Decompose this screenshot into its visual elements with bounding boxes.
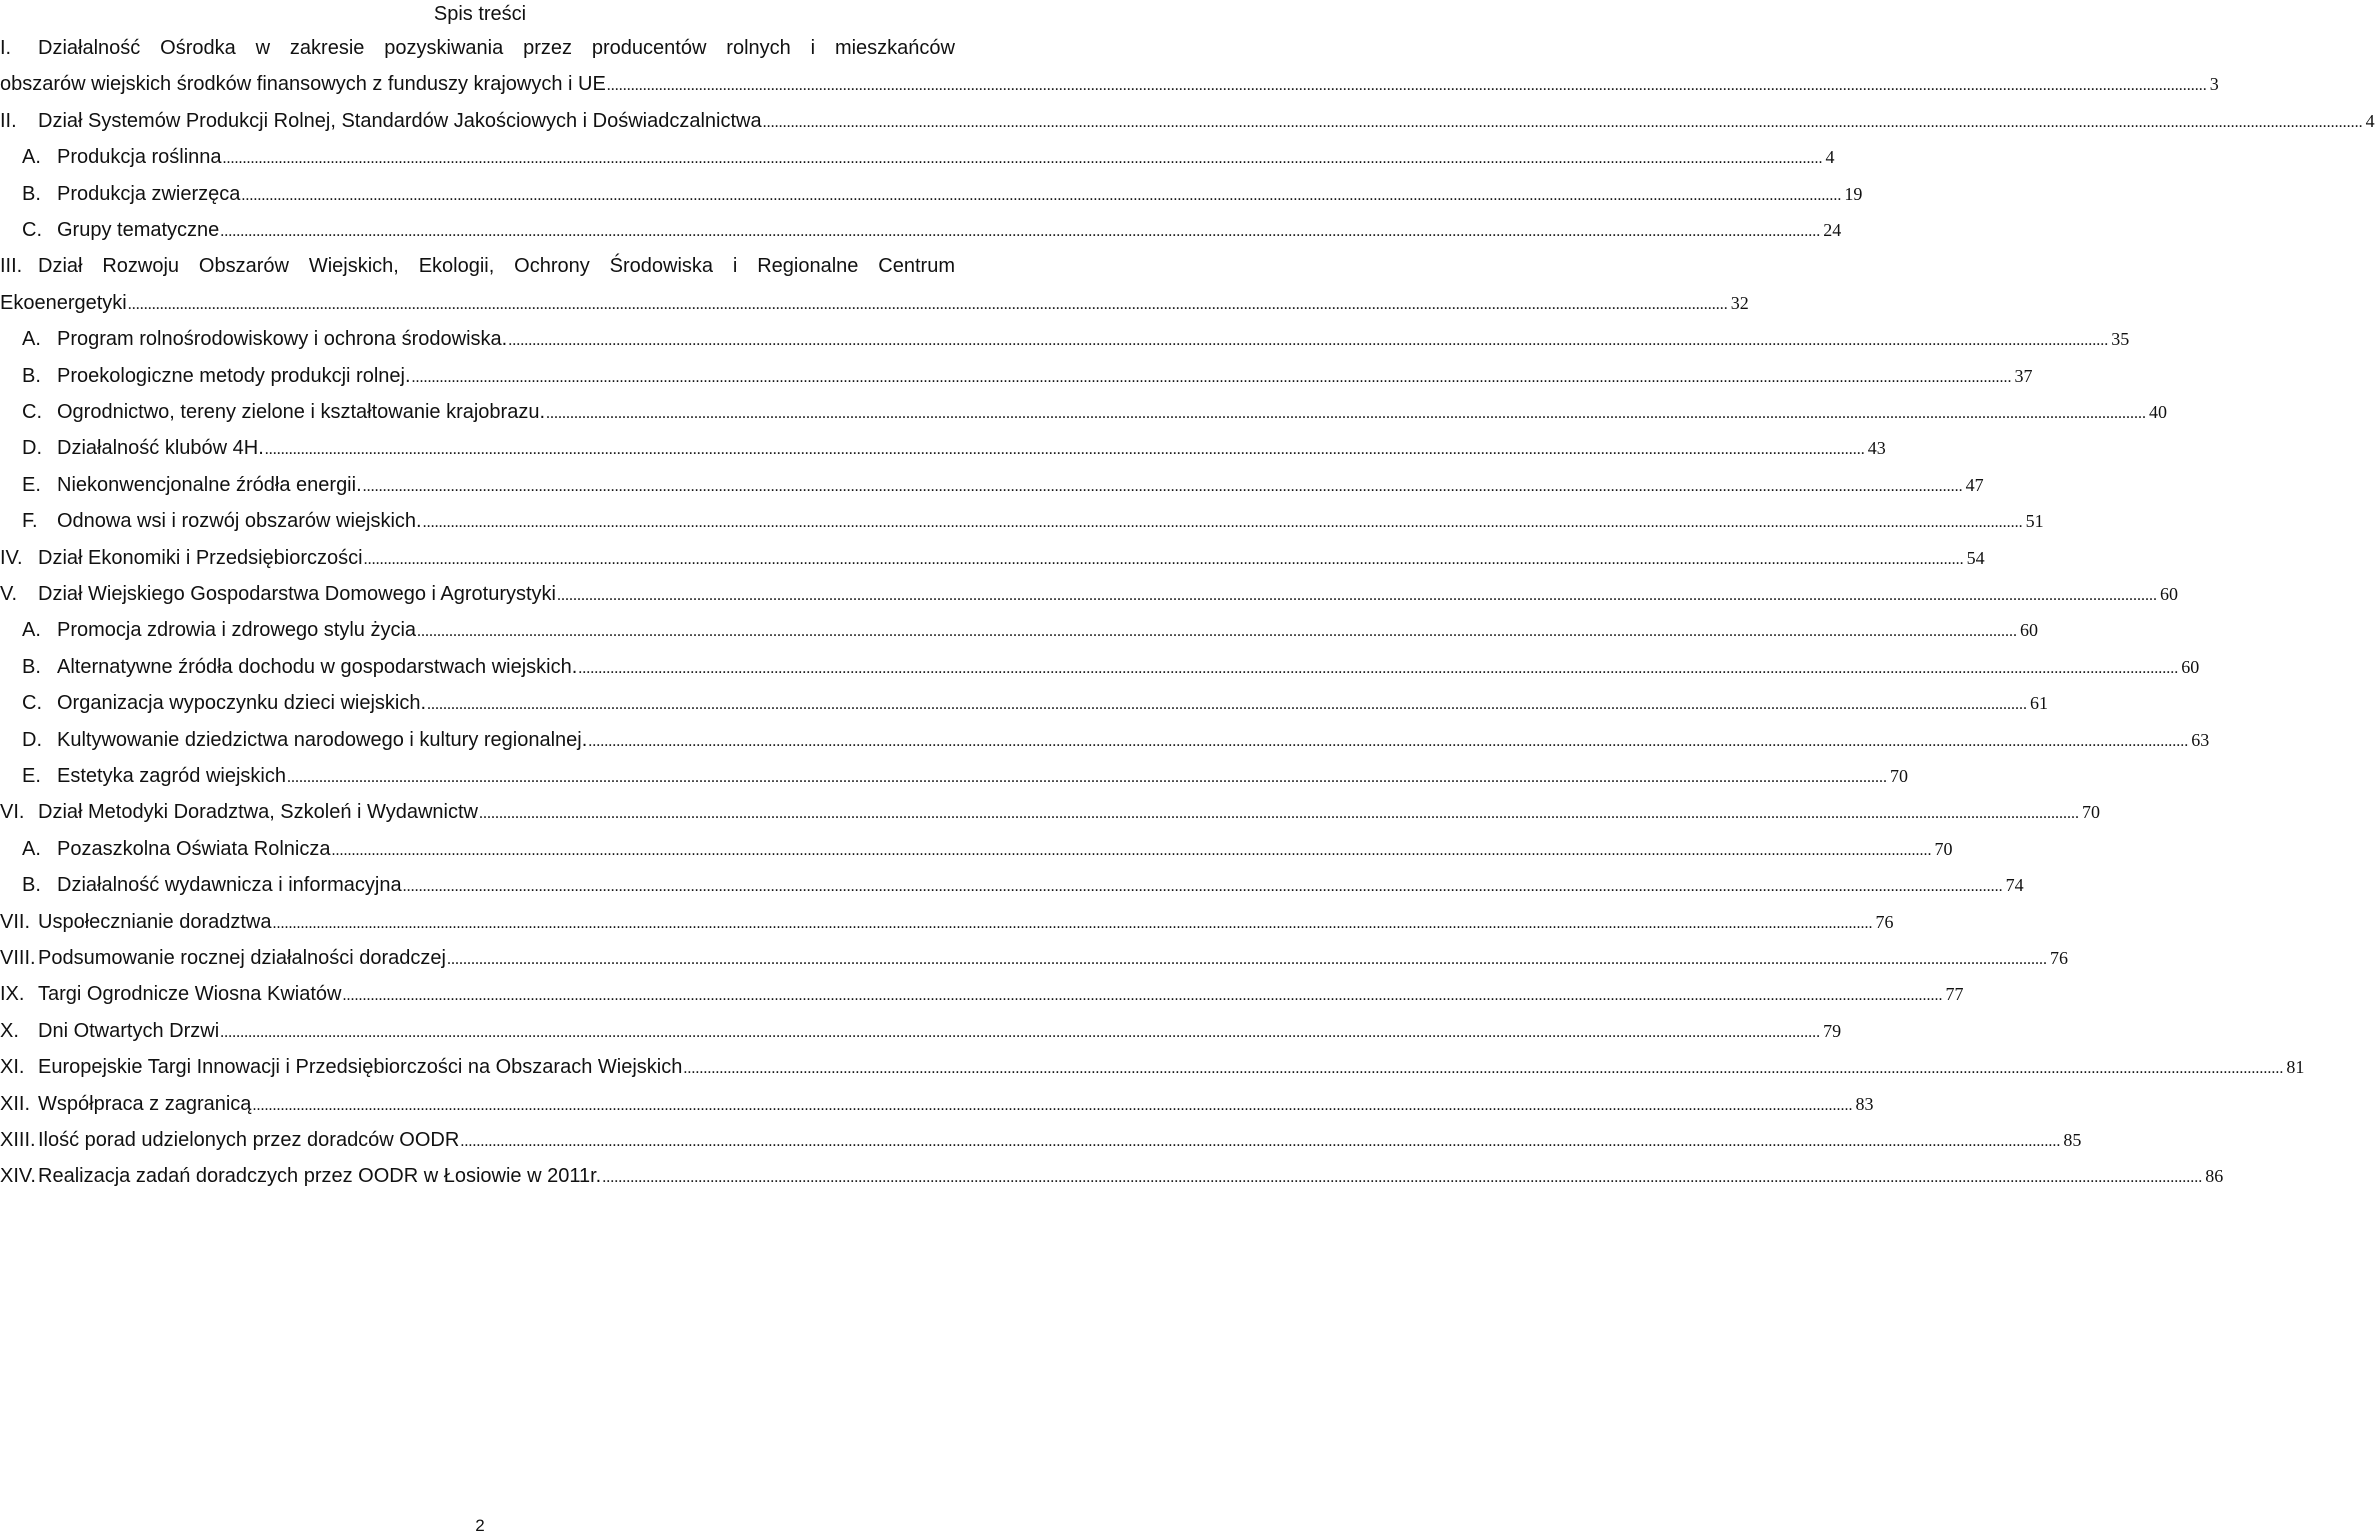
toc-entry[interactable]: [0, 976, 1964, 1012]
page-number: 2: [475, 1516, 485, 1535]
toc-entry-number: A.: [22, 328, 41, 351]
toc-entry-title: Działalność Ośrodka w zakresie pozyskiwania przez producentów rolnych i mieszkańców: [38, 37, 955, 59]
toc-entry-page: 19: [1844, 183, 1863, 204]
toc-entry-page: 60: [2020, 620, 2039, 641]
toc-entry[interactable]: [0, 503, 2044, 539]
toc-entry-page: 43: [1867, 438, 1886, 459]
toc-leader-dots: ................................................................................................................................................................................................................................................................................................................................................................................................................: [342, 987, 1943, 1005]
toc-entry[interactable]: [0, 321, 2130, 357]
toc-entry-page: 77: [1945, 984, 1964, 1005]
toc-entry-line[interactable]: [0, 30, 955, 66]
toc-entry-title: Podsumowanie rocznej działalności doradczej: [38, 947, 446, 969]
toc-entry-number: A.: [22, 837, 41, 860]
toc-entry-line[interactable]: [0, 66, 2219, 102]
toc-entry[interactable]: [0, 1086, 1874, 1122]
toc-entry-page: 85: [2063, 1130, 2082, 1150]
toc-entry[interactable]: [0, 430, 1886, 466]
toc-entry-title: Odnowa wsi i rozwój obszarów wiejskich.: [57, 510, 422, 533]
toc-entry-number: I.: [0, 37, 12, 59]
toc-entry[interactable]: [0, 540, 1985, 576]
toc-entry-page: 74: [2005, 875, 2024, 896]
toc-entry[interactable]: [0, 212, 1842, 248]
toc-leader-dots: ................................................................................................................................................................................................................................................................................................................................................................................................................: [363, 550, 1964, 568]
toc-entry[interactable]: [0, 758, 1908, 794]
toc-entry-page: 63: [2191, 729, 2210, 750]
toc-entry[interactable]: [0, 1049, 2305, 1085]
toc-entry-page: 61: [2030, 693, 2049, 714]
toc-leader-dots: ................................................................................................................................................................................................................................................................................................................................................................................................................: [546, 405, 2147, 422]
toc-leader-dots: ................................................................................................................................................................................................................................................................................................................................................................................................................: [578, 659, 2179, 677]
toc-entry-number: C.: [22, 692, 42, 715]
toc-entry-number: XIII.: [0, 1129, 36, 1151]
toc-leader-dots: ................................................................................................................................................................................................................................................................................................................................................................................................................: [447, 951, 2047, 968]
toc-entry-number: V.: [0, 583, 18, 605]
toc-entry[interactable]: [0, 1122, 2082, 1158]
toc-entry-line[interactable]: [0, 248, 955, 284]
toc-entry-title: Dział Metodyki Doradztwa, Szkoleń i Wydawnictw: [38, 801, 478, 824]
toc-entry-page: 40: [2149, 402, 2168, 422]
toc-entry-page: 70: [2081, 802, 2100, 823]
toc-entry-number: XII.: [0, 1092, 31, 1115]
toc-entry-title: Promocja zdrowia i zdrowego stylu życia: [57, 619, 417, 642]
toc-leader-dots: ................................................................................................................................................................................................................................................................................................................................................................................................................: [252, 1096, 1853, 1114]
toc-entry-page: 3: [2209, 74, 2219, 95]
toc-entry-title: Kultywowanie dziedzictwa narodowego i kultury regionalnej.: [57, 728, 588, 751]
toc-entry-number: D.: [22, 728, 42, 751]
toc-entry[interactable]: [0, 794, 2100, 830]
toc-entry-title: Realizacja zadań doradczych przez OODR w Łosiowie w 2011r.: [38, 1165, 602, 1188]
toc-entry-title: Produkcja roślinna: [57, 146, 222, 169]
toc-entry-page: 24: [1823, 220, 1842, 240]
toc-leader-dots: ................................................................................................................................................................................................................................................................................................................................................................................................................: [286, 769, 1887, 786]
toc-entry-title-continued: obszarów wiejskich środków finansowych z funduszy krajowych i UE: [0, 73, 606, 96]
toc-leader-dots: ................................................................................................................................................................................................................................................................................................................................................................................................................: [683, 1060, 2284, 1078]
toc-entry[interactable]: [0, 940, 2068, 976]
toc-entry-page: 47: [1965, 474, 1984, 495]
toc-entry-number: A.: [22, 146, 41, 169]
toc-entry[interactable]: [0, 1013, 1842, 1049]
toc-entry-page: 4: [1825, 147, 1835, 168]
toc-entry-number: D.: [22, 437, 42, 460]
toc-entry-number: E.: [22, 765, 41, 787]
toc-entry[interactable]: [0, 358, 2033, 394]
toc-entry-title: Dział Ekonomiki i Przedsiębiorczości: [38, 546, 363, 569]
toc-entry-number: B.: [22, 874, 41, 897]
toc-entry-number: X.: [0, 1019, 19, 1042]
toc-entry-title: Pozaszkolna Oświata Rolnicza: [57, 837, 331, 860]
toc-entry-number: E.: [22, 473, 41, 496]
toc-entry-title: Dni Otwartych Drzwi: [38, 1019, 220, 1042]
toc-entry-number: XI.: [0, 1056, 25, 1079]
toc-entry[interactable]: [0, 576, 2178, 612]
toc-entry-number: VI.: [0, 801, 25, 824]
toc-entry-title: Uspołecznianie doradztwa: [38, 910, 272, 933]
toc-entry[interactable]: [0, 685, 2049, 721]
toc-entry-page: 79: [1823, 1020, 1842, 1041]
toc-entry-number: III.: [0, 255, 23, 278]
toc-entry-title: Program rolnośrodowiskowy i ochrona środowiska.: [57, 328, 508, 351]
toc-entry-title: Organizacja wypoczynku dzieci wiejskich.: [57, 692, 427, 715]
toc-entry-title: Współpraca z zagranicą: [38, 1092, 252, 1115]
toc-entry-title: Niekonwencjonalne źródła energii.: [57, 473, 362, 496]
toc-leader-dots: ................................................................................................................................................................................................................................................................................................................................................................................................................: [220, 1023, 1821, 1041]
toc-entry-page: 51: [2025, 511, 2044, 532]
toc-entry-page: 86: [2205, 1166, 2224, 1187]
toc-entry-number: A.: [22, 619, 41, 642]
toc-leader-dots: ................................................................................................................................................................................................................................................................................................................................................................................................................: [556, 587, 2157, 604]
toc-leader-dots: ................................................................................................................................................................................................................................................................................................................................................................................................................: [508, 332, 2109, 350]
toc-entry-number: B.: [22, 655, 41, 678]
toc-entry-page: 32: [1730, 292, 1749, 313]
toc-leader-dots: ................................................................................................................................................................................................................................................................................................................................................................................................................: [602, 1169, 2203, 1187]
toc-entry-page: 81: [2286, 1057, 2305, 1078]
toc-leader-dots: ................................................................................................................................................................................................................................................................................................................................................................................................................: [220, 223, 1821, 240]
toc-entry[interactable]: [0, 722, 2210, 758]
toc-entry-title: Estetyka zagród wiejskich: [57, 765, 286, 787]
toc-leader-dots: ................................................................................................................................................................................................................................................................................................................................................................................................................: [411, 368, 2012, 386]
toc-entry-number: IX.: [0, 983, 25, 1006]
toc-entry-line[interactable]: [0, 285, 1749, 321]
toc-entry-page: 83: [1855, 1093, 1874, 1114]
toc-entry-page: 4: [2365, 110, 2375, 131]
toc-entry[interactable]: [0, 831, 1953, 867]
toc-leader-dots: ................................................................................................................................................................................................................................................................................................................................................................................................................: [588, 732, 2189, 750]
toc-entry[interactable]: [0, 103, 2375, 139]
toc-entry-title: Działalność wydawnicza i informacyjna: [57, 874, 402, 897]
toc-entry-title: Proekologiczne metody produkcji rolnej.: [57, 364, 411, 387]
toc-entry-number: B.: [22, 364, 41, 387]
toc-entry[interactable]: [0, 467, 1984, 503]
toc-leader-dots: ................................................................................................................................................................................................................................................................................................................................................................................................................: [762, 113, 2363, 131]
toc-entry-page: 60: [2159, 584, 2178, 604]
toc-entry-title: Produkcja zwierzęca: [57, 182, 241, 205]
toc-entry-title: Europejskie Targi Innowacji i Przedsiębiorczości na Obszarach Wiejskich: [38, 1056, 683, 1079]
toc-leader-dots: ................................................................................................................................................................................................................................................................................................................................................................................................................: [264, 441, 1865, 459]
toc-entry-page: 70: [1934, 838, 1953, 859]
toc-entry-title: Alternatywne źródła dochodu w gospodarstwach wiejskich.: [57, 655, 578, 678]
toc-entry-number: IV.: [0, 546, 23, 569]
toc-leader-dots: ................................................................................................................................................................................................................................................................................................................................................................................................................: [241, 186, 1842, 204]
toc-entry-title: Dział Systemów Produkcji Rolnej, Standardów Jakościowych i Doświadczalnictwa: [38, 109, 762, 132]
toc-entry-title: Targi Ogrodnicze Wiosna Kwiatów: [38, 983, 342, 1006]
toc-leader-dots: ................................................................................................................................................................................................................................................................................................................................................................................................................: [417, 623, 2018, 641]
page-title: Spis treści: [433, 3, 527, 25]
toc-entry-number: F.: [22, 510, 38, 533]
toc-entry[interactable]: [0, 904, 1894, 940]
toc-leader-dots: ................................................................................................................................................................................................................................................................................................................................................................................................................: [606, 77, 2207, 95]
toc-entry[interactable]: [0, 139, 1835, 175]
toc-entry[interactable]: [0, 867, 2024, 903]
toc-entry-page: 37: [2014, 365, 2033, 386]
toc-leader-dots: ................................................................................................................................................................................................................................................................................................................................................................................................................: [362, 477, 1963, 495]
toc-entry[interactable]: [0, 1158, 2224, 1194]
toc-leader-dots: ................................................................................................................................................................................................................................................................................................................................................................................................................: [272, 914, 1873, 932]
toc-leader-dots: ................................................................................................................................................................................................................................................................................................................................................................................................................: [222, 150, 1823, 168]
toc-entry-page: 60: [2181, 656, 2200, 677]
toc-entry-number: C.: [22, 219, 42, 241]
toc-entry-title: Grupy tematyczne: [57, 219, 220, 241]
toc-entry-title: Ilość porad udzielonych przez doradców OODR: [38, 1129, 460, 1151]
toc-entry-number: II.: [0, 109, 17, 132]
toc-entry-number: VII.: [0, 910, 31, 933]
toc-entry-title: Działalność klubów 4H.: [57, 437, 264, 460]
toc-entry[interactable]: [0, 649, 2200, 685]
toc-entry-page: 54: [1966, 547, 1985, 568]
toc-entry-number: B.: [22, 182, 41, 205]
toc-entry-page: 35: [2111, 329, 2130, 350]
toc-entry-page: 76: [2050, 948, 2068, 968]
toc-leader-dots: ................................................................................................................................................................................................................................................................................................................................................................................................................: [427, 696, 2028, 714]
toc-leader-dots: ................................................................................................................................................................................................................................................................................................................................................................................................................: [402, 878, 2003, 896]
toc-leader-dots: ................................................................................................................................................................................................................................................................................................................................................................................................................: [331, 841, 1932, 859]
toc-entry-title-continued: Ekoenergetyki: [0, 291, 127, 314]
toc-entry-number: C.: [22, 401, 42, 423]
toc-entry-title: Ogrodnictwo, tereny zielone i kształtowanie krajobrazu.: [57, 401, 546, 423]
toc-entry-page: 76: [1875, 911, 1894, 932]
toc-entry-title: Dział Wiejskiego Gospodarstwa Domowego i Agroturystyki: [38, 583, 556, 605]
toc-entry[interactable]: [0, 394, 2168, 430]
toc-leader-dots: ................................................................................................................................................................................................................................................................................................................................................................................................................: [478, 805, 2079, 823]
toc-entry-number: VIII.: [0, 947, 36, 969]
toc-leader-dots: ................................................................................................................................................................................................................................................................................................................................................................................................................: [460, 1133, 2061, 1150]
toc-leader-dots: ................................................................................................................................................................................................................................................................................................................................................................................................................: [422, 514, 2023, 532]
toc-entry[interactable]: [0, 612, 2039, 648]
toc-entry[interactable]: [0, 176, 1863, 212]
toc-entry-title: Dział Rozwoju Obszarów Wiejskich, Ekologii, Ochrony Środowiska i Regionalne Centrum: [38, 255, 955, 278]
toc-entry-page: 70: [1889, 766, 1908, 786]
toc-entry-number: XIV.: [0, 1165, 36, 1188]
toc-leader-dots: ................................................................................................................................................................................................................................................................................................................................................................................................................: [127, 295, 1728, 313]
